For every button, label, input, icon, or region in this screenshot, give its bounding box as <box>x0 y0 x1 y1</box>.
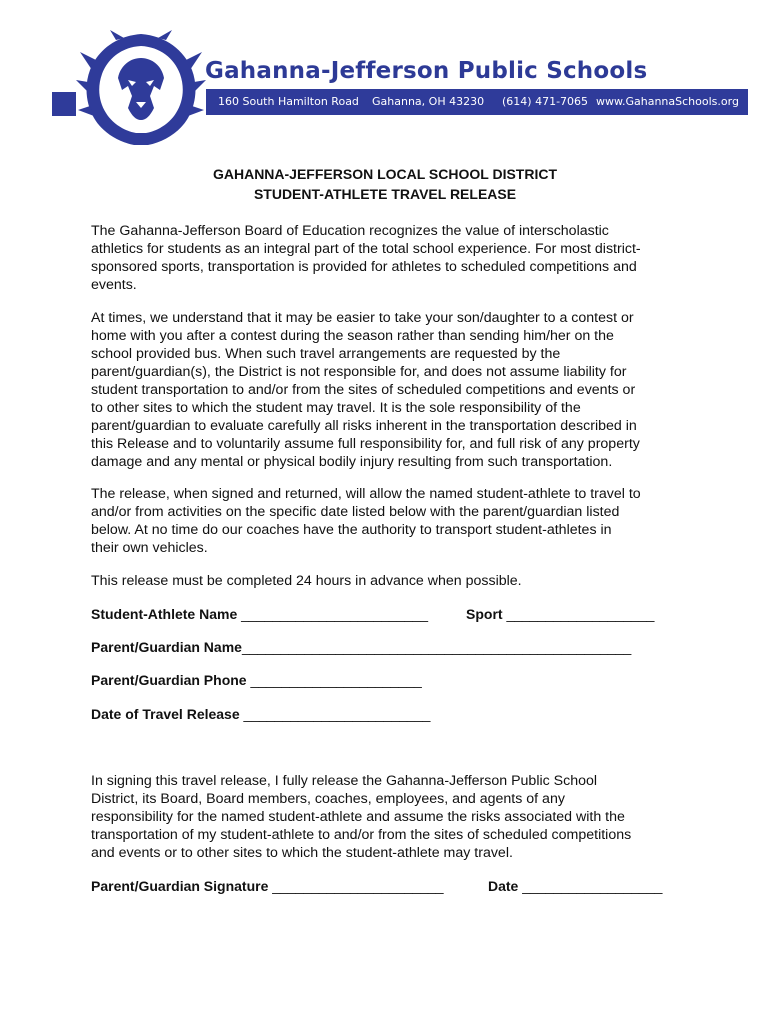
paragraph-line: below. At no time do our coaches have the authority to transport student-athletes in <box>91 522 612 538</box>
parent-guardian-name-line[interactable]: __________________________________________________ <box>241 639 632 655</box>
student-athlete-name-field[interactable] <box>91 606 428 622</box>
lion-head-logo-icon <box>76 30 206 148</box>
parent-guardian-name-field[interactable] <box>91 639 631 655</box>
paragraph-line: to other sites to which the student may travel. It is the sole responsibility of the <box>91 400 581 416</box>
parent-guardian-phone-field[interactable] <box>91 672 422 688</box>
signature-label: Parent/Guardian Signature <box>91 878 269 894</box>
paragraph-line: sponsored sports, transportation is provided for athletes to scheduled competitions and <box>91 259 637 275</box>
sport-field[interactable] <box>466 606 654 622</box>
paragraph-line: home with you after a contest during the season rather than sending him/her on the <box>91 328 614 344</box>
school-name: Gahanna-Jefferson Public Schools <box>205 58 648 84</box>
sport-line[interactable]: ___________________ <box>506 606 655 622</box>
paragraph-line: parent/guardian(s), the District is not responsible for, and does not assume liability for <box>91 364 627 380</box>
street-address: 160 South Hamilton Road <box>218 95 359 108</box>
letterhead <box>0 0 770 150</box>
paragraph-responsibility <box>91 309 691 471</box>
website-url[interactable]: www.GahannaSchools.org <box>596 95 739 108</box>
paragraph-release-terms <box>91 485 691 557</box>
signature-date-field[interactable] <box>488 878 662 894</box>
paragraph-line: The Gahanna-Jefferson Board of Education recognizes the value of interscholastic <box>91 223 609 239</box>
paragraph-intro <box>91 222 691 294</box>
paragraph-line: In signing this travel release, I fully release the Gahanna-Jefferson Public School <box>91 773 598 789</box>
paragraph-line: student transportation to and/or from the sites of scheduled competitions and events or <box>91 382 636 398</box>
phone-number: (614) 471-7065 <box>502 95 589 108</box>
parent-guardian-signature-field[interactable] <box>91 878 444 894</box>
paragraph-line: The release, when signed and returned, will allow the named student-athlete to travel to <box>91 486 641 502</box>
paragraph-line: this Release and to voluntarily assume full responsibility for, and full risk of any property <box>91 436 640 452</box>
student-athlete-name-label: Student-Athlete Name <box>91 606 238 622</box>
paragraph-line: District, its Board, Board members, coaches, employees, and agents of any <box>91 791 565 807</box>
date-of-travel-release-field[interactable] <box>91 706 430 722</box>
paragraph-line: school provided bus. When such travel arrangements are requested by the <box>91 346 561 362</box>
date-of-travel-release-line[interactable]: ________________________ <box>243 706 431 722</box>
signature-line[interactable]: ______________________ <box>272 878 444 894</box>
paragraph-line: parent/guardian to evaluate carefully all risks inherent in the transportation described in <box>91 418 637 434</box>
sport-label: Sport <box>466 606 503 622</box>
paragraph-line: and/or from activities on the specific date listed below with the parent/guardian listed <box>91 504 620 520</box>
paragraph-advance-notice: This release must be completed 24 hours in advance when possible. <box>91 573 522 589</box>
document-title-district: GAHANNA-JEFFERSON LOCAL SCHOOL DISTRICT <box>212 166 558 182</box>
address-bar <box>206 89 748 115</box>
signature-date-label: Date <box>488 878 519 894</box>
paragraph-line: transportation of my student-athlete to and/or from the sites of scheduled competitions <box>91 827 632 843</box>
city-state-zip: Gahanna, OH 43230 <box>372 95 485 108</box>
student-athlete-name-line[interactable]: ________________________ <box>241 606 428 622</box>
paragraph-line: responsibility for the named student-athlete and assume the risks associated with the <box>91 809 625 825</box>
paragraph-liability-waiver <box>91 772 691 862</box>
paragraph-line: At times, we understand that it may be easier to take your son/daughter to a contest or <box>91 310 634 326</box>
document-title-release: STUDENT-ATHLETE TRAVEL RELEASE <box>253 186 517 202</box>
signature-date-line[interactable]: __________________ <box>522 878 663 894</box>
date-of-travel-release-label: Date of Travel Release <box>91 706 240 722</box>
paragraph-line: and events or to other sites to which the student-athlete may travel. <box>91 845 513 861</box>
parent-guardian-name-label: Parent/Guardian Name <box>91 639 242 655</box>
parent-guardian-phone-label: Parent/Guardian Phone <box>91 672 247 688</box>
paragraph-line: events. <box>91 277 137 293</box>
letterhead-accent-bar <box>52 92 76 116</box>
parent-guardian-phone-line[interactable]: ______________________ <box>250 672 422 688</box>
paragraph-line: athletics for students as an integral part of the total school experience. For most district- <box>91 241 641 257</box>
paragraph-line: their own vehicles. <box>91 540 208 556</box>
paragraph-line: damage and any mental or physical bodily injury resulting from such transportation. <box>91 454 613 470</box>
